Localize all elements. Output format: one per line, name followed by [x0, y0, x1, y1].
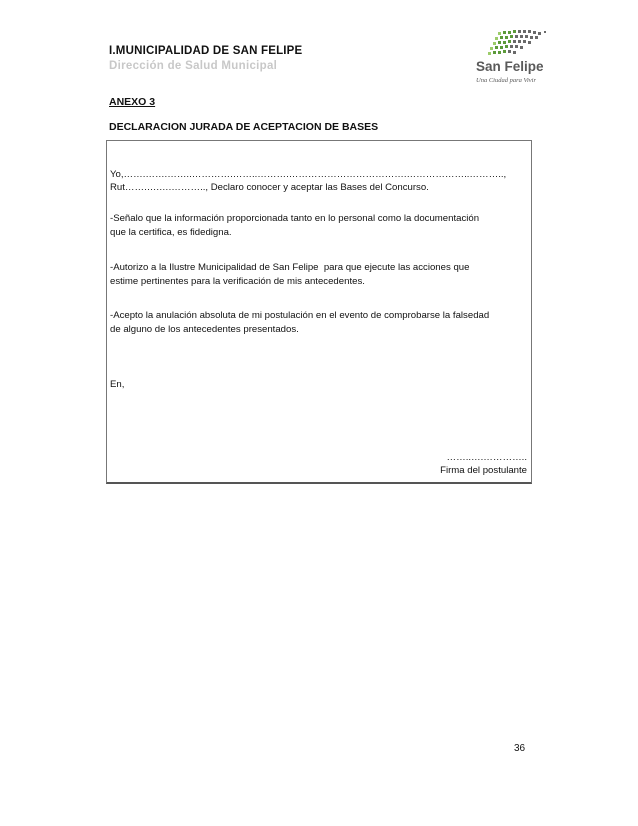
- san-felipe-logo: [468, 28, 568, 88]
- logo-name: San Felipe: [476, 59, 544, 74]
- statement-2-line-1: -Autorizo a la Ilustre Municipalidad de San Felipe para que ejecute las acciones que: [110, 262, 470, 273]
- place-label: En,: [110, 379, 125, 390]
- statement-2-line-2: estime pertinentes para la verificación de mis antecedentes.: [110, 276, 365, 287]
- header-title: I.MUNICIPALIDAD DE SAN FELIPE: [109, 45, 303, 57]
- page-number: 36: [514, 743, 526, 754]
- rut-line: Rut…….….….……….., Declaro conocer y aceptar las Bases del Concurso.: [110, 182, 429, 193]
- statement-1-line-2: que la certifica, es fidedigna.: [110, 227, 232, 238]
- logo-dots-icon: [488, 30, 546, 55]
- logo-tagline: Una Ciudad para Vivir: [476, 77, 537, 84]
- signature-label: Firma del postulante: [440, 465, 527, 476]
- signature-line: ……..….…………..: [446, 452, 527, 463]
- statement-1-line-1: -Señalo que la información proporcionada tanto en lo personal como la documentación: [110, 213, 480, 224]
- name-line: Yo,…….…….……..………….……..……….……………………………….………………..………..,: [110, 169, 507, 180]
- header-subtitle: Dirección de Salud Municipal: [109, 60, 278, 72]
- declaration-box: [106, 140, 532, 484]
- statement-3-line-2: de alguno de los antecedentes presentados.: [110, 324, 299, 335]
- annex-label: ANEXO 3: [109, 96, 156, 108]
- statement-3-line-1: -Acepto la anulación absoluta de mi postulación en el evento de comprobarse la falsedad: [110, 310, 490, 321]
- declaration-heading: DECLARACION JURADA DE ACEPTACION DE BASES: [109, 121, 379, 133]
